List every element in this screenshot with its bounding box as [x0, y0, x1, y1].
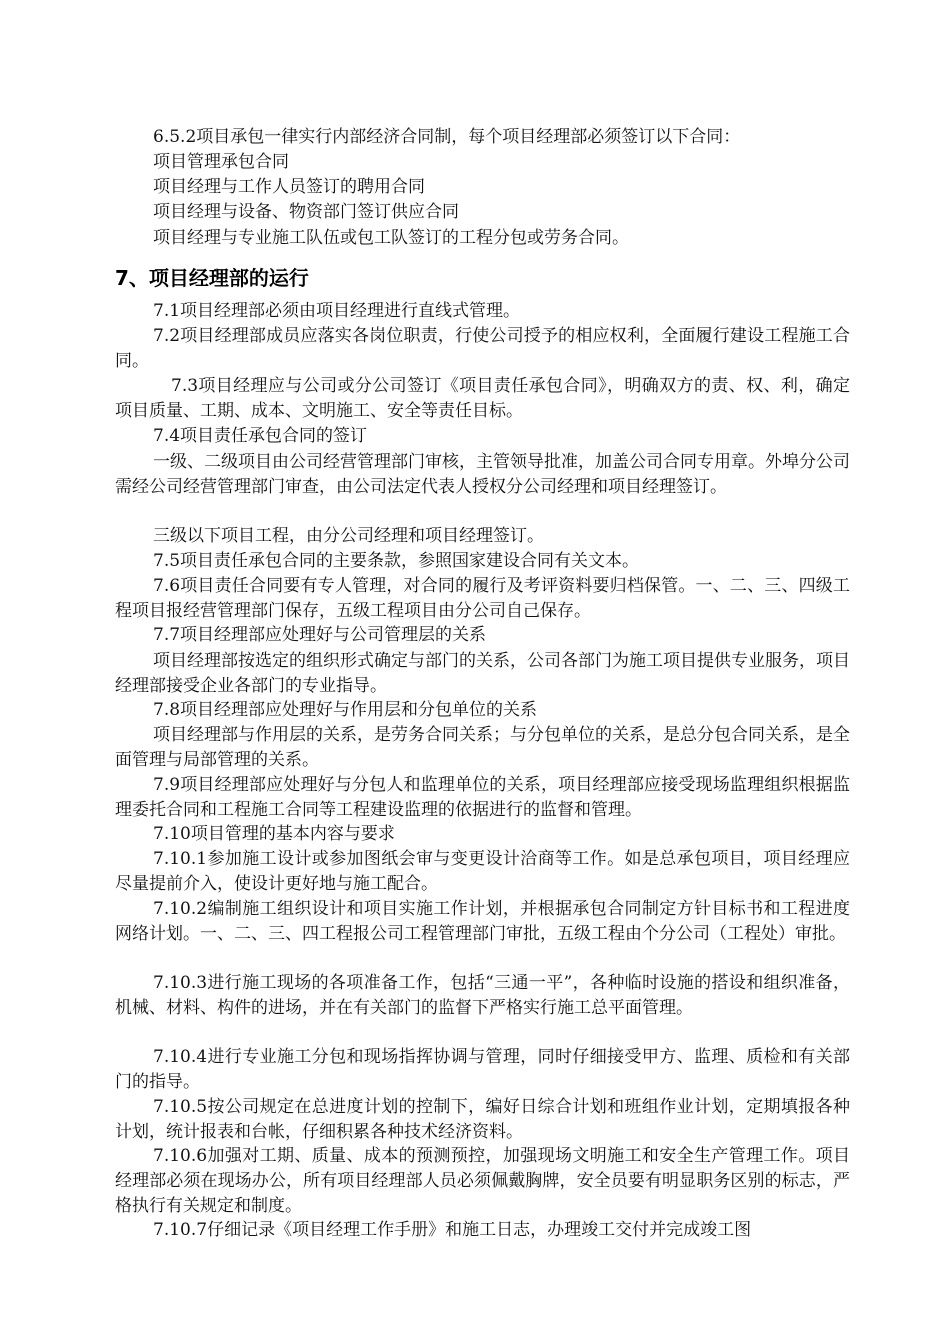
clause-7-10-3: 7.10.3进行施工现场的各项准备工作，包括“三通一平”，各种临时设施的搭设和组织准备，机械、材料、构件的进场，并在有关部门的监督下严格实行施工总平面管理。 — [115, 973, 850, 1018]
clause-7-4-a: 一级、二级项目由公司经营管理部门审核，主管领导批准，加盖公司合同专用章。外埠分公司需经公司经营管理部门审查，由公司法定代表人授权分公司经理和项目经理签订。 — [115, 452, 850, 497]
clause-7-10: 7.10项目管理的基本内容与要求 — [153, 824, 395, 844]
clause-7-8: 7.8项目经理部应处理好与作用层和分包单位的关系 — [153, 700, 538, 720]
contract-item: 项目经理与专业施工队伍或包工队签订的工程分包或劳务合同。 — [153, 228, 629, 248]
clause-7-10-1: 7.10.1参加施工设计或参加图纸会审与变更设计洽商等工作。如是总承包项目，项目经理应尽量提前介入，使设计更好地与施工配合。 — [115, 849, 850, 894]
clause-7-5: 7.5项目责任承包合同的主要条款，参照国家建设合同有关文本。 — [153, 551, 640, 571]
clause-7-10-7: 7.10.7仔细记录《项目经理工作手册》和施工日志，办理竣工交付并完成竣工图 — [153, 1220, 752, 1240]
clause-7-10-2: 7.10.2编制施工组织设计和项目实施工作计划，并根据承包合同制定方针目标书和工程进度网络计划。一、二、三、四工程报公司工程管理部门审批，五级工程由个分公司（工程处）审批。 — [115, 899, 850, 944]
clause-6-5-2: 6.5.2项目承包一律实行内部经济合同制，每个项目经理部必须签订以下合同： — [153, 127, 741, 147]
contract-item: 项目经理与设备、物资部门签订供应合同 — [153, 202, 459, 222]
contract-item: 项目管理承包合同 — [153, 152, 289, 172]
clause-7-10-5: 7.10.5按公司规定在总进度计划的控制下，编好日综合计划和班组作业计划，定期填报各种计划，统计报表和台帐，仔细积累各种技术经济资料。 — [115, 1097, 850, 1142]
clause-7-6: 7.6项目责任合同要有专人管理，对合同的履行及考评资料要归档保管。一、二、三、四级工程项目报经营管理部门保存，五级工程项目由分公司自己保存。 — [115, 576, 850, 621]
clause-7-7: 7.7项目经理部应处理好与公司管理层的关系 — [153, 625, 487, 645]
clause-7-3: 7.3项目经理应与公司或分公司签订《项目责任承包合同》，明确双方的责、权、利，确定项目质量、工期、成本、文明施工、安全等责任目标。 — [115, 376, 850, 421]
clause-7-8-a: 项目经理部与作用层的关系，是劳务合同关系；与分包单位的关系，是总分包合同关系，是全面管理与局部管理的关系。 — [115, 725, 850, 770]
clause-7-4-b: 三级以下项目工程，由分公司经理和项目经理签订。 — [153, 526, 544, 546]
clause-7-4: 7.4项目责任承包合同的签订 — [153, 426, 368, 446]
clause-7-2: 7.2项目经理部成员应落实各岗位职责，行使公司授予的相应权利，全面履行建设工程施工合同。 — [115, 326, 850, 371]
section-heading-7: 7、项目经理部的运行 — [115, 266, 309, 290]
contract-item: 项目经理与工作人员签订的聘用合同 — [153, 177, 425, 197]
clause-7-1: 7.1项目经理部必须由项目经理进行直线式管理。 — [153, 301, 521, 321]
clause-7-9: 7.9项目经理部应处理好与分包人和监理单位的关系，项目经理部应接受现场监理组织根据监理委托合同和工程施工合同等工程建设监理的依据进行的监督和管理。 — [115, 775, 850, 820]
clause-7-10-6: 7.10.6加强对工期、质量、成本的预测预控，加强现场文明施工和安全生产管理工作。项目经理部必须在现场办公，所有项目经理部人员必须佩戴胸牌，安全员要有明显职务区别的标志，严格执行有关规定和制度。 — [115, 1146, 850, 1216]
clause-7-7-a: 项目经理部按选定的组织形式确定与部门的关系，公司各部门为施工项目提供专业服务，项目经理部接受企业各部门的专业指导。 — [115, 651, 850, 696]
clause-7-10-4: 7.10.4进行专业施工分包和现场指挥协调与管理，同时仔细接受甲方、监理、质检和有关部门的指导。 — [115, 1047, 850, 1092]
